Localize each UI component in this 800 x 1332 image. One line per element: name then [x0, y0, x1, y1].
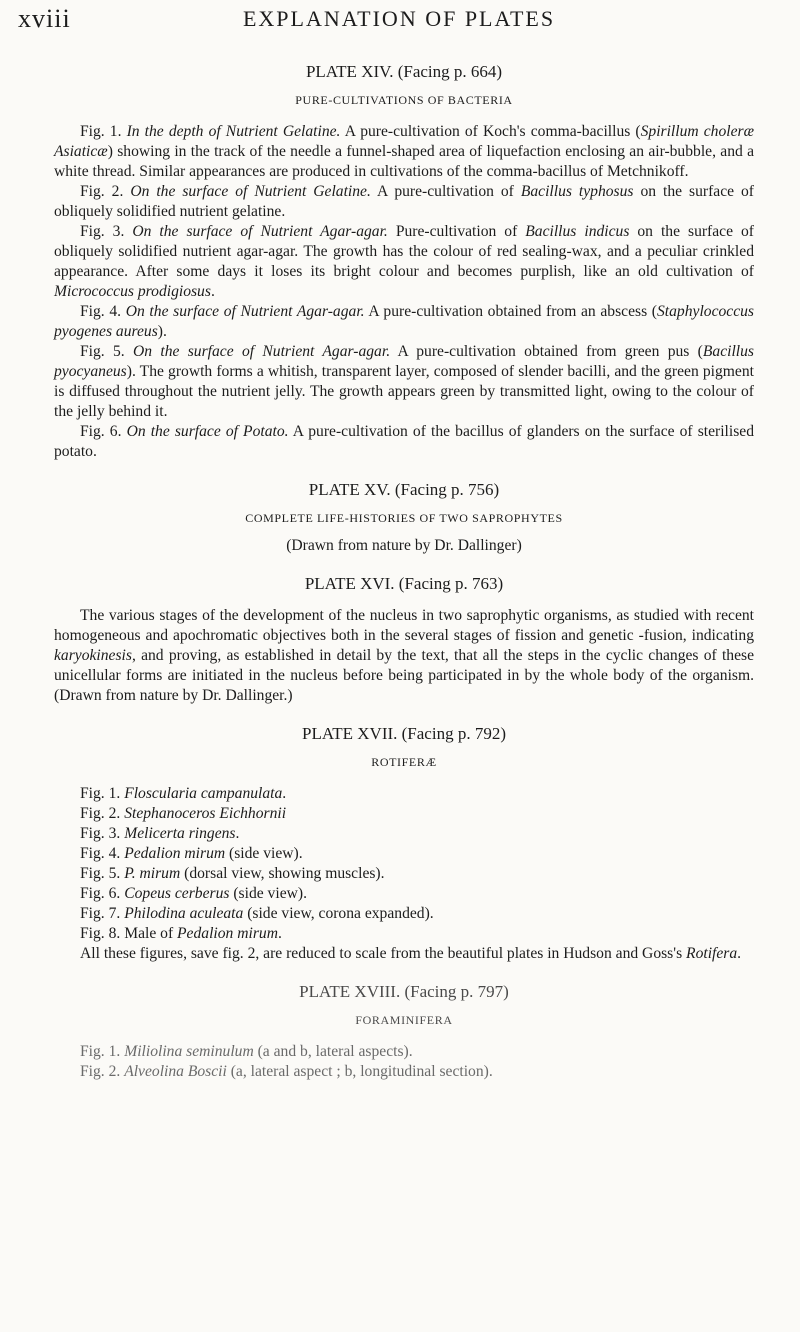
fig-label: Fig. 6.	[80, 423, 127, 440]
species-name: Bacillus pyocyaneus	[54, 343, 754, 380]
description-text: The various stages of the development of the nucleus in two saprophytic organisms, as studied with recent homogeneous and apochromatic objectives both in the several stages of fission and genetic -fusion, indicating	[54, 607, 754, 644]
plate-xviii-subtitle: FORAMINIFERA	[355, 1013, 453, 1027]
page-number: xviii	[18, 4, 71, 33]
species-name: Micrococcus prodigiosus	[54, 283, 211, 300]
plate-xiv-fig-6	[54, 422, 754, 462]
fig-heading: On the surface of Nutrient Gelatine.	[130, 183, 371, 200]
fig-label: Fig. 4.	[80, 845, 125, 862]
fig-heading: On the surface of Nutrient Agar-agar.	[125, 303, 365, 320]
fig-text: A pure-cultivation of Koch's comma-bacillus (	[340, 123, 641, 140]
plate-xiv-fig-4	[54, 302, 754, 342]
fig-heading: On the surface of Nutrient Agar-agar.	[133, 343, 391, 360]
fig-label: Fig. 3.	[80, 825, 125, 842]
species-name: Spirillum choleræ Asiaticæ	[54, 123, 754, 160]
fig-text: ) showing in the track of the needle a funnel-shaped area of liquefaction enclosing an air-bubble, and a white thread. Similar appearances are produced in cultivations of the comma-bacillus of Metchnikoff.	[54, 143, 754, 180]
plate-xiv-section	[54, 62, 754, 462]
plate-xiv-fig-1	[54, 122, 754, 182]
fig-text: .	[210, 283, 215, 300]
fig-label: Fig. 1.	[80, 1043, 125, 1060]
fig-text: Male of	[124, 925, 178, 942]
fig-text: A pure-cultivation of	[370, 183, 521, 200]
plate-xvii-fig-8	[54, 924, 754, 944]
fig-label: Fig. 3.	[80, 223, 133, 240]
plate-xvi-title: PLATE XVI. (Facing p. 763)	[304, 574, 504, 593]
fig-text: (a and b, lateral aspects).	[253, 1043, 413, 1060]
fig-text: .	[277, 925, 282, 942]
page-body	[54, 62, 754, 1082]
fig-text: .	[282, 785, 287, 802]
plate-xv-section	[54, 480, 754, 556]
plate-xvii-title: PLATE XVII. (Facing p. 792)	[302, 724, 506, 743]
plate-xvii-footnote	[54, 944, 754, 964]
fig-label: Fig. 1.	[80, 123, 127, 140]
plate-xviii-fig-1	[54, 1042, 754, 1062]
plate-xvii-fig-5	[54, 864, 754, 884]
footnote-text: .	[737, 945, 742, 962]
species-name: Pedalion mirum	[124, 845, 226, 862]
fig-heading: On the surface of Potato.	[126, 423, 289, 440]
species-name: Miliolina seminulum	[124, 1043, 254, 1060]
plate-xvii-fig-2	[54, 804, 754, 824]
fig-label: Fig. 1.	[80, 785, 125, 802]
fig-text: Pure-cultivation of	[387, 223, 526, 240]
species-name: Copeus cerberus	[124, 885, 230, 902]
description-text: , and proving, as established in detail by the text, that all the steps in the cyclic changes of these unicellular forms are initiated in the nucleus before being participated in by the whole body of the organism. (Drawn from nature by Dr. Dallinger.)	[54, 647, 754, 704]
plate-xviii-title: PLATE XVIII. (Facing p. 797)	[299, 982, 509, 1001]
fig-text: (side view, corona expanded).	[243, 905, 434, 922]
fig-label: Fig. 2.	[80, 1063, 125, 1080]
fig-label: Fig. 5.	[80, 343, 134, 360]
term-karyokinesis: karyokinesis	[54, 647, 132, 664]
plate-xvii-fig-6	[54, 884, 754, 904]
species-name: Melicerta ringens	[124, 825, 236, 842]
plate-xviii-fig-2	[54, 1062, 754, 1082]
plate-xv-title: PLATE XV. (Facing p. 756)	[308, 480, 500, 499]
plate-xvi-section	[54, 574, 754, 706]
fig-text: A pure-cultivation of the bacillus of glanders on the surface of sterilised potato.	[54, 423, 754, 460]
species-name: Stephanoceros Eichhornii	[124, 805, 287, 822]
plate-xvii-section	[54, 724, 754, 964]
fig-text: (a, lateral aspect ; b, longitudinal section).	[226, 1063, 493, 1080]
fig-label: Fig. 6.	[80, 885, 125, 902]
plate-xiv-fig-2	[54, 182, 754, 222]
fig-text: on the surface of obliquely solidified nutrient agar-agar. The growth has the colour of red sealing-wax, and a peculiar crinkled appearance. After some days it loses its bright colour and becomes purplish, like an old cultivation of	[54, 223, 754, 280]
fig-text: ). The growth forms a whitish, transparent layer, composed of slender bacilli, and the green pigment is diffused throughout the nutrient jelly. The growth appears green by transmitted light, owing to the colour of the jelly behind it.	[54, 363, 754, 420]
plate-xiv-title: PLATE XIV. (Facing p. 664)	[305, 62, 503, 81]
fig-label: Fig. 2.	[80, 805, 125, 822]
fig-text: A pure-cultivation obtained from an abscess (	[364, 303, 657, 320]
running-title: EXPLANATION OF PLATES	[242, 6, 556, 31]
fig-text: on the surface of obliquely solidified nutrient gelatine.	[54, 183, 754, 220]
plate-xv-subtitle: COMPLETE LIFE-HISTORIES OF TWO SAPROPHYTES	[245, 511, 563, 525]
fig-label: Fig. 4.	[80, 303, 126, 320]
plate-xvi-description	[54, 606, 754, 706]
fig-label: Fig. 8.	[80, 925, 125, 942]
fig-label: Fig. 7.	[80, 905, 125, 922]
plate-xviii-section	[54, 982, 754, 1082]
plate-xiv-subtitle: PURE-CULTIVATIONS OF BACTERIA	[295, 93, 513, 107]
species-name: Bacillus typhosus	[520, 183, 634, 200]
fig-heading: In the depth of Nutrient Gelatine.	[126, 123, 341, 140]
page-header	[18, 4, 780, 44]
fig-text: ).	[157, 323, 167, 340]
plate-xvii-fig-3	[54, 824, 754, 844]
species-name: Floscularia campanulata	[124, 785, 283, 802]
plate-xiv-fig-5	[54, 342, 754, 422]
plate-xvii-fig-1	[54, 784, 754, 804]
fig-text: A pure-cultivation obtained from green pus (	[390, 343, 703, 360]
species-name: Pedalion mirum	[177, 925, 278, 942]
species-name: P. mirum	[124, 865, 181, 882]
book-title: Rotifera	[686, 945, 738, 962]
fig-text: (dorsal view, showing muscles).	[180, 865, 385, 882]
species-name: Alveolina Boscii	[124, 1063, 227, 1080]
plate-xv-note: (Drawn from nature by Dr. Dallinger)	[286, 537, 522, 554]
species-name: Philodina aculeata	[124, 905, 244, 922]
plate-xvii-fig-4	[54, 844, 754, 864]
plate-xvii-subtitle: ROTIFERÆ	[371, 755, 437, 769]
fig-heading: On the surface of Nutrient Agar-agar.	[132, 223, 388, 240]
fig-text: (side view).	[229, 885, 307, 902]
fig-label: Fig. 2.	[80, 183, 131, 200]
plate-xvii-fig-7	[54, 904, 754, 924]
fig-label: Fig. 5.	[80, 865, 125, 882]
species-name: Bacillus indicus	[525, 223, 630, 240]
fig-text: .	[235, 825, 240, 842]
fig-text: (side view).	[225, 845, 303, 862]
plate-xiv-fig-3	[54, 222, 754, 302]
footnote-text: All these figures, save fig. 2, are reduced to scale from the beautiful plates in Hudson and Goss's	[80, 945, 687, 962]
species-name: Staphylococcus pyogenes aureus	[54, 303, 754, 340]
